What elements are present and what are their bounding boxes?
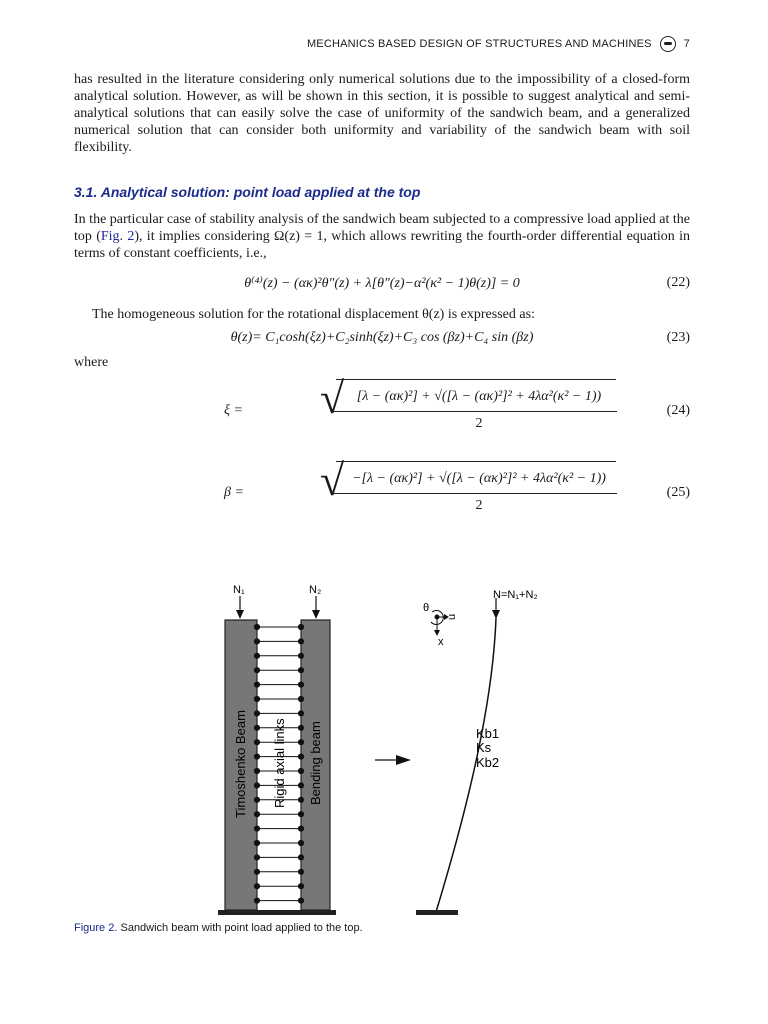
pin-joint-icon [298,768,303,773]
load-arrow-n1-icon [236,610,244,619]
pin-joint-icon [254,754,259,759]
equivalent-base [416,910,458,915]
caption-label: Figure 2. [74,922,118,934]
load-arrow-n2-icon [312,610,320,619]
body-text-1: In the particular case of stability analysis of the sandwich beam subjected to a compressive load applied at the top ( [74,212,690,244]
pin-joint-icon [254,639,259,644]
label-x: x [438,636,444,648]
label-n-total: N=N₁+N₂ [493,589,538,601]
equation-denominator: 2 [475,498,483,513]
label-bending: Bending beam [308,721,323,805]
equation-numerator: −[λ − (ακ)²] + √([λ − (ακ)²]² + 4λα²(κ² − 1)) [352,471,606,486]
pin-joint-icon [254,740,259,745]
journal-title: MECHANICS BASED DESIGN OF STRUCTURES AND MACHINES [306,38,652,50]
homogeneous-text: The homogeneous solution for the rotational displacement θ(z) is expressed as: [92,307,535,322]
pin-joint-icon [254,768,259,773]
pin-joint-icon [254,797,259,802]
pin-joint-icon [254,696,259,701]
caption-text: Sandwich beam with point load applied to the top. [120,922,363,934]
radical-icon: √ [320,374,345,423]
figure-caption [74,922,363,934]
pin-joint-icon [254,624,259,629]
pin-joint-icon [298,668,303,673]
pin-joint-icon [298,855,303,860]
label-rigid-links: Rigid axial links [272,718,287,808]
label-ks: Ks [476,740,492,755]
radical-icon: √ [320,456,345,505]
label-timoshenko: Timoshenko Beam [233,710,248,818]
base-support [218,910,336,915]
pin-joint-icon [298,740,303,745]
transformation-arrow-icon [396,755,411,765]
equation-number: (23) [666,330,690,345]
equation-number: (25) [666,485,690,500]
label-u: u [446,613,458,620]
pin-joint-icon [254,855,259,860]
equation-body: θ⁽⁴⁾(z) − (ακ)²θ″(z) + λ[θ″(z)−α²(κ² − 1)θ(z)] = 0 [244,276,520,291]
pin-joint-icon [298,797,303,802]
equation-lhs: ξ = [224,403,243,418]
pin-joint-icon [254,812,259,817]
load-arrow-total-icon [492,610,500,619]
pin-joint-icon [298,639,303,644]
equation-numerator: [λ − (ακ)²] + √([λ − (ακ)²]² + 4λα²(κ² − 1)) [356,389,602,404]
pin-joint-icon [298,725,303,730]
equation-denominator: 2 [475,416,483,431]
pin-joint-icon [254,711,259,716]
pin-joint-icon [254,783,259,788]
pin-joint-icon [298,754,303,759]
pin-joint-icon [298,624,303,629]
label-n1: N₁ [233,584,245,596]
figure-link[interactable]: Fig. 2 [100,229,135,244]
pin-joint-icon [298,884,303,889]
pin-joint-icon [298,840,303,845]
pin-joint-icon [298,812,303,817]
equation-number: (22) [666,275,690,290]
pin-joint-icon [254,653,259,658]
pin-joint-icon [298,696,303,701]
pin-joint-icon [254,668,259,673]
pin-joint-icon [254,898,259,903]
pin-joint-icon [254,682,259,687]
body-text-2: ), it implies considering Ω(z) = 1, which allows rewriting the fourth-order differential equation in terms of constant coefficients, i.e., [74,229,690,261]
intro-paragraph: has resulted in the literature considering only numerical solutions due to the impossibility of a closed-form analytical solution. However, as will be shown in this section, it is possible to suggest analytical and semi-analytical solutions that can easily solve the case of uniformity of the sandwich beam, and a generalized numerical solution that can consider both uniformity and variability of the sandwich beam with soil flexibility. [74,72,690,155]
equation-body: θ(z)= C₁cosh(ξz)+C₂sinh(ξz)+C₃ cos (βz)+C₄ sin (βz) [230,330,534,345]
pin-joint-icon [254,869,259,874]
label-n2: N₂ [309,584,322,596]
pin-joint-icon [254,884,259,889]
label-theta: θ [423,602,430,614]
page-number: 7 [683,38,690,50]
pin-joint-icon [298,682,303,687]
label-kb2: Kb2 [476,755,500,770]
pin-joint-icon [254,840,259,845]
pin-joint-icon [298,711,303,716]
pin-joint-icon [254,826,259,831]
pin-joint-icon [298,826,303,831]
pin-joint-icon [298,783,303,788]
section-title: 3.1. Analytical solution: point load applied at the top [74,184,421,200]
equation-number: (24) [666,403,690,418]
where-text: where [74,355,109,370]
equation-lhs: β = [224,485,244,500]
pin-joint-icon [298,898,303,903]
pin-joint-icon [298,869,303,874]
label-kb1: Kb1 [476,726,500,741]
pin-joint-icon [298,653,303,658]
pin-joint-icon [254,725,259,730]
